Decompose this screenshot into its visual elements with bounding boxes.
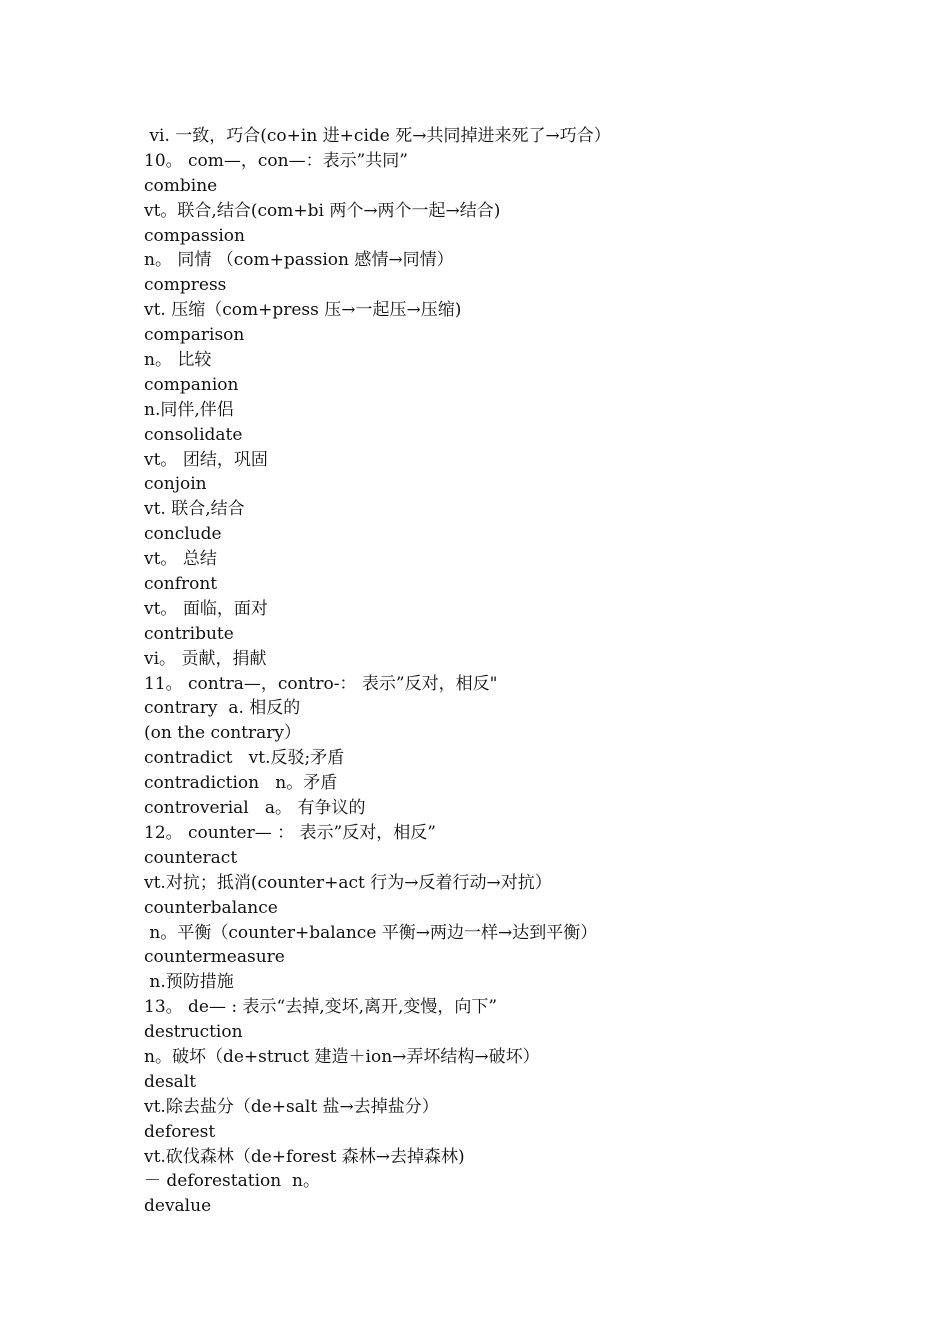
word-entry: contradict vt.反驳;矛盾 (144, 748, 345, 769)
word-definition: vt。 总结 (144, 549, 217, 570)
word-entry: consolidate (144, 424, 243, 445)
word-entry: conjoin (144, 474, 207, 495)
text-line: vi. 一致，巧合(co+in 进+cide 死→共同掉进来死了→巧合） (144, 126, 611, 146)
section-heading: 11。 contra—，contro-： 表示”反对，相反" (144, 673, 498, 694)
word-definition: n.同伴,伴侣 (144, 399, 234, 420)
word-note: (on the contrary） (144, 723, 301, 744)
word-entry: counterbalance (144, 897, 278, 918)
word-entry: confront (144, 574, 218, 595)
word-entry: compress (144, 275, 227, 296)
word-entry: compassion (144, 225, 245, 246)
word-entry: comparison (144, 325, 245, 346)
word-entry: deforest (144, 1121, 216, 1142)
word-definition: vt. 压缩（com+press 压→一起压→压缩) (144, 300, 462, 321)
word-entry: destruction (144, 1022, 243, 1043)
word-definition: vt。联合,结合(com+bi 两个→两个一起→结合) (144, 200, 501, 221)
vocabulary-text (144, 124, 844, 1219)
word-definition: vt. 联合,结合 (144, 499, 245, 520)
word-definition: n。 比较 (144, 350, 212, 371)
word-entry: contrary a. 相反的 (144, 698, 301, 719)
word-entry: desalt (144, 1071, 197, 1092)
word-definition: vt。 团结，巩固 (144, 449, 268, 470)
word-definition: vt.砍伐森林（de+forest 森林→去掉森林) (144, 1146, 465, 1167)
word-derivative: － deforestation n。 (144, 1171, 320, 1192)
word-definition: n.预防措施 (144, 972, 234, 993)
word-entry: contradiction n。矛盾 (144, 773, 338, 794)
word-definition: vt.除去盐分（de+salt 盐→去掉盐分） (144, 1096, 439, 1117)
word-definition: n。破坏（de+struct 建造＋ion→弄坏结构→破坏） (144, 1046, 540, 1067)
section-heading: 10。 com—，con—：表示”共同” (144, 150, 408, 171)
word-entry: companion (144, 374, 239, 395)
section-heading: 12。 counter— ： 表示”反对，相反” (144, 822, 436, 843)
word-entry: counteract (144, 847, 238, 868)
word-definition: vt。 面临，面对 (144, 598, 268, 619)
word-entry: contribute (144, 623, 234, 644)
section-heading: 13。 de— : 表示“去掉,变坏,离开,变慢，向下” (144, 997, 498, 1018)
word-definition: n。平衡（counter+balance 平衡→两边一样→达到平衡） (144, 922, 598, 943)
word-entry: conclude (144, 524, 222, 545)
word-definition: vt.对抗；抵消(counter+act 行为→反着行动→对抗） (144, 872, 552, 893)
word-entry: countermeasure (144, 947, 285, 968)
word-definition: vi。 贡献，捐献 (144, 648, 267, 669)
word-entry: controverial a。 有争议的 (144, 798, 366, 819)
word-entry: combine (144, 175, 218, 196)
word-entry: devalue (144, 1196, 212, 1217)
word-definition: n。 同情 （com+passion 感情→同情） (144, 250, 454, 271)
